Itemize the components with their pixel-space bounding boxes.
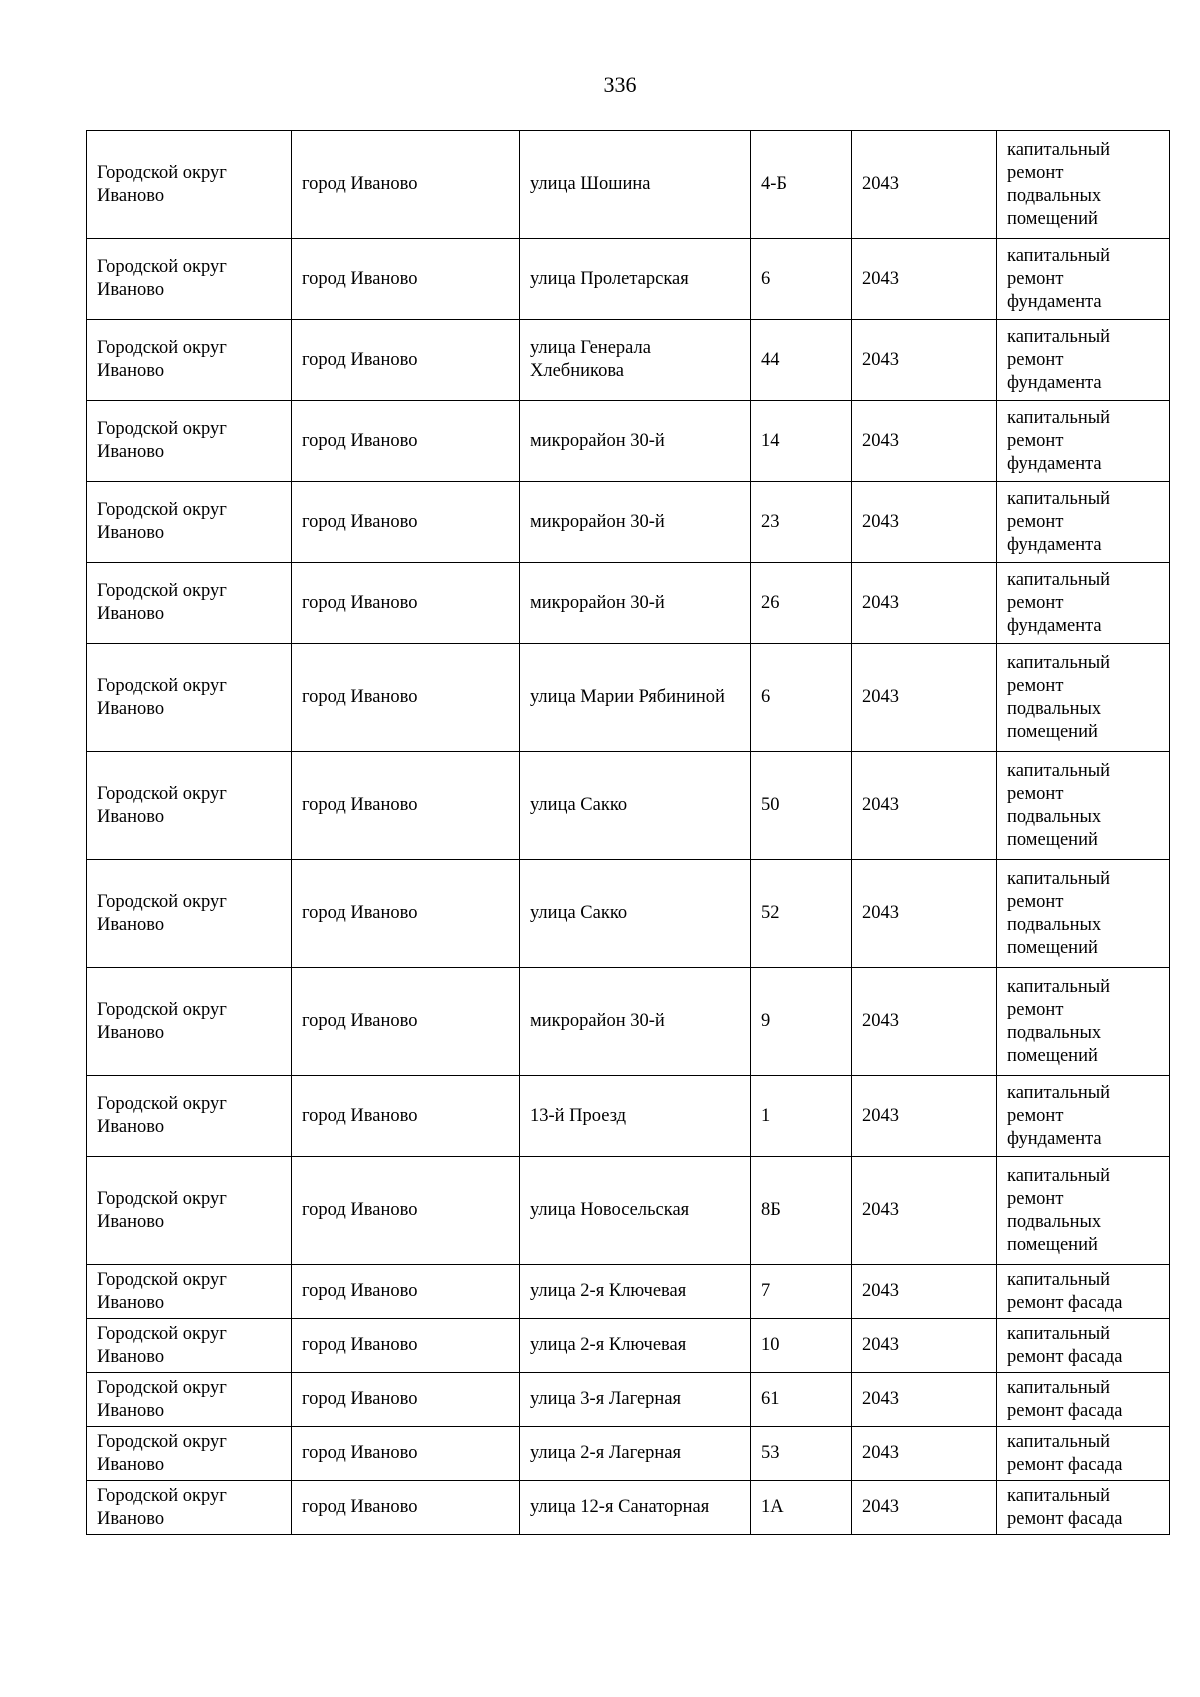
settlement-cell: город Иваново [292, 968, 520, 1076]
house-number-cell: 6 [751, 239, 852, 320]
table-row [87, 239, 1170, 320]
year-cell: 2043 [852, 968, 997, 1076]
year-cell: 2043 [852, 752, 997, 860]
municipality-cell: Городской округ Иваново [87, 752, 292, 860]
year-cell: 2043 [852, 1076, 997, 1157]
settlement-cell: город Иваново [292, 1076, 520, 1157]
house-number-cell: 9 [751, 968, 852, 1076]
house-number-cell: 4-Б [751, 131, 852, 239]
settlement-cell: город Иваново [292, 1157, 520, 1265]
table-row [87, 1427, 1170, 1481]
street-cell: микрорайон 30-й [520, 563, 751, 644]
settlement-cell: город Иваново [292, 320, 520, 401]
house-number-cell: 44 [751, 320, 852, 401]
municipality-cell: Городской округ Иваново [87, 860, 292, 968]
work-type-cell: капитальный ремонт фундамента [997, 1076, 1170, 1157]
table-row [87, 752, 1170, 860]
page-number: 336 [603, 72, 637, 97]
settlement-cell: город Иваново [292, 644, 520, 752]
year-cell: 2043 [852, 563, 997, 644]
municipality-cell: Городской округ Иваново [87, 968, 292, 1076]
repair-schedule-table [86, 130, 1170, 1535]
settlement-cell: город Иваново [292, 1265, 520, 1319]
municipality-cell: Городской округ Иваново [87, 1373, 292, 1427]
year-cell: 2043 [852, 131, 997, 239]
settlement-cell: город Иваново [292, 1481, 520, 1535]
house-number-cell: 8Б [751, 1157, 852, 1265]
work-type-cell: капитальный ремонт фасада [997, 1373, 1170, 1427]
municipality-cell: Городской округ Иваново [87, 320, 292, 401]
house-number-cell: 23 [751, 482, 852, 563]
street-cell: улица 2-я Ключевая [520, 1319, 751, 1373]
street-cell: улица Новосельская [520, 1157, 751, 1265]
house-number-cell: 53 [751, 1427, 852, 1481]
municipality-cell: Городской округ Иваново [87, 1319, 292, 1373]
work-type-cell: капитальный ремонт фасада [997, 1427, 1170, 1481]
settlement-cell: город Иваново [292, 1319, 520, 1373]
municipality-cell: Городской округ Иваново [87, 644, 292, 752]
street-cell: улица 3-я Лагерная [520, 1373, 751, 1427]
table-row [87, 131, 1170, 239]
work-type-cell: капитальный ремонт подвальных помещений [997, 131, 1170, 239]
table-row [87, 563, 1170, 644]
municipality-cell: Городской округ Иваново [87, 1427, 292, 1481]
work-type-cell: капитальный ремонт подвальных помещений [997, 968, 1170, 1076]
work-type-cell: капитальный ремонт подвальных помещений [997, 752, 1170, 860]
street-cell: улица Марии Рябининой [520, 644, 751, 752]
house-number-cell: 52 [751, 860, 852, 968]
table-row [87, 1157, 1170, 1265]
table-row [87, 1481, 1170, 1535]
municipality-cell: Городской округ Иваново [87, 563, 292, 644]
year-cell: 2043 [852, 860, 997, 968]
year-cell: 2043 [852, 320, 997, 401]
work-type-cell: капитальный ремонт фундамента [997, 482, 1170, 563]
municipality-cell: Городской округ Иваново [87, 1481, 292, 1535]
house-number-cell: 50 [751, 752, 852, 860]
year-cell: 2043 [852, 239, 997, 320]
settlement-cell: город Иваново [292, 1373, 520, 1427]
house-number-cell: 7 [751, 1265, 852, 1319]
table-row [87, 482, 1170, 563]
settlement-cell: город Иваново [292, 860, 520, 968]
settlement-cell: город Иваново [292, 1427, 520, 1481]
table-row [87, 1373, 1170, 1427]
table-body [87, 131, 1170, 1535]
work-type-cell: капитальный ремонт фасада [997, 1481, 1170, 1535]
settlement-cell: город Иваново [292, 131, 520, 239]
work-type-cell: капитальный ремонт фундамента [997, 563, 1170, 644]
street-cell: улица 2-я Лагерная [520, 1427, 751, 1481]
house-number-cell: 1А [751, 1481, 852, 1535]
street-cell: улица 2-я Ключевая [520, 1265, 751, 1319]
work-type-cell: капитальный ремонт подвальных помещений [997, 644, 1170, 752]
table-row [87, 860, 1170, 968]
settlement-cell: город Иваново [292, 401, 520, 482]
street-cell: микрорайон 30-й [520, 968, 751, 1076]
work-type-cell: капитальный ремонт подвальных помещений [997, 860, 1170, 968]
house-number-cell: 14 [751, 401, 852, 482]
settlement-cell: город Иваново [292, 239, 520, 320]
table-row [87, 1319, 1170, 1373]
street-cell: улица Шошина [520, 131, 751, 239]
work-type-cell: капитальный ремонт фундамента [997, 320, 1170, 401]
year-cell: 2043 [852, 1157, 997, 1265]
municipality-cell: Городской округ Иваново [87, 1157, 292, 1265]
municipality-cell: Городской округ Иваново [87, 1076, 292, 1157]
settlement-cell: город Иваново [292, 563, 520, 644]
table-row [87, 644, 1170, 752]
street-cell: улица Генерала Хлебникова [520, 320, 751, 401]
house-number-cell: 1 [751, 1076, 852, 1157]
table-row [87, 320, 1170, 401]
settlement-cell: город Иваново [292, 482, 520, 563]
year-cell: 2043 [852, 482, 997, 563]
year-cell: 2043 [852, 401, 997, 482]
year-cell: 2043 [852, 1265, 997, 1319]
municipality-cell: Городской округ Иваново [87, 239, 292, 320]
house-number-cell: 26 [751, 563, 852, 644]
work-type-cell: капитальный ремонт фасада [997, 1265, 1170, 1319]
street-cell: микрорайон 30-й [520, 482, 751, 563]
street-cell: улица Пролетарская [520, 239, 751, 320]
year-cell: 2043 [852, 1427, 997, 1481]
municipality-cell: Городской округ Иваново [87, 131, 292, 239]
year-cell: 2043 [852, 1373, 997, 1427]
table-row [87, 1265, 1170, 1319]
work-type-cell: капитальный ремонт фундамента [997, 401, 1170, 482]
work-type-cell: капитальный ремонт подвальных помещений [997, 1157, 1170, 1265]
settlement-cell: город Иваново [292, 752, 520, 860]
work-type-cell: капитальный ремонт фундамента [997, 239, 1170, 320]
house-number-cell: 10 [751, 1319, 852, 1373]
work-type-cell: капитальный ремонт фасада [997, 1319, 1170, 1373]
municipality-cell: Городской округ Иваново [87, 401, 292, 482]
year-cell: 2043 [852, 1319, 997, 1373]
house-number-cell: 61 [751, 1373, 852, 1427]
table-row [87, 1076, 1170, 1157]
year-cell: 2043 [852, 644, 997, 752]
street-cell: микрорайон 30-й [520, 401, 751, 482]
table-row [87, 968, 1170, 1076]
year-cell: 2043 [852, 1481, 997, 1535]
table-row [87, 401, 1170, 482]
municipality-cell: Городской округ Иваново [87, 1265, 292, 1319]
street-cell: 13-й Проезд [520, 1076, 751, 1157]
municipality-cell: Городской округ Иваново [87, 482, 292, 563]
street-cell: улица 12-я Санаторная [520, 1481, 751, 1535]
street-cell: улица Сакко [520, 752, 751, 860]
street-cell: улица Сакко [520, 860, 751, 968]
house-number-cell: 6 [751, 644, 852, 752]
